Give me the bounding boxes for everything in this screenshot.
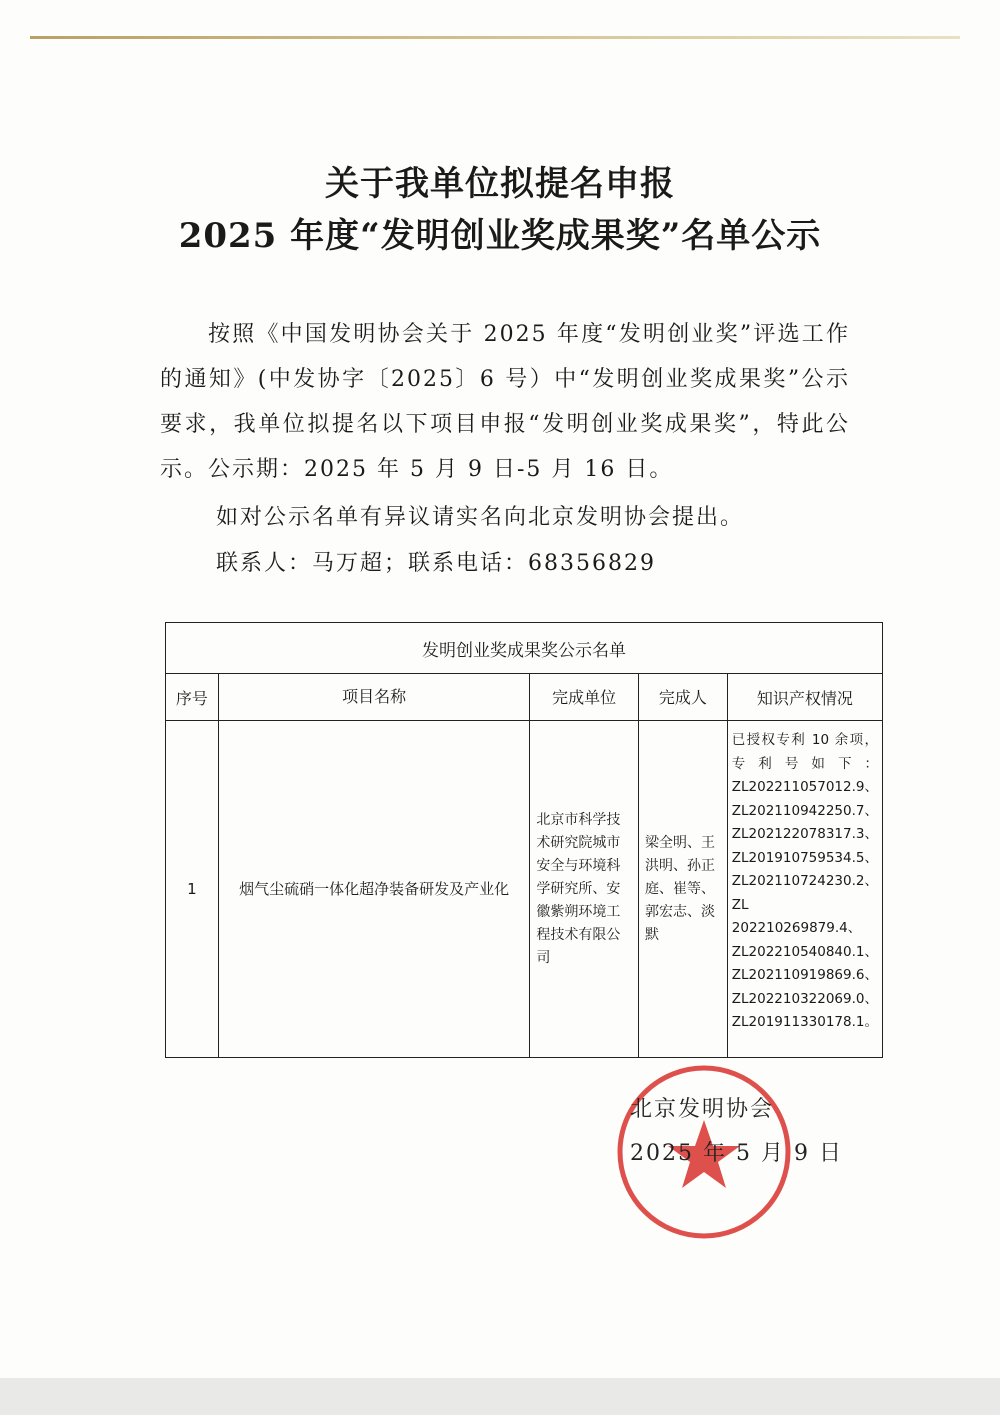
patent-number: ZL202110919869.6、 (731, 967, 878, 983)
patent-number: ZL202110724230.2、 (731, 873, 878, 889)
patent-number: ZL201911330178.1。 (731, 1014, 878, 1030)
patent-number: ZL 202210269879.4、 (731, 896, 862, 936)
cell-unit: 北京市科学技术研究院城市安全与环境科学研究所、安徽紫朔环境工程技术有限公司 (530, 721, 639, 1058)
table-header-row (166, 674, 883, 721)
title-line-1: 关于我单位拟提名申报 (325, 164, 675, 204)
patent-number: ZL202210322069.0、 (731, 990, 878, 1007)
header-no: 序号 (166, 674, 219, 721)
header-ip: 知识产权情况 (727, 674, 882, 721)
cell-project-name: 烟气尘硫硝一体化超净装备研发及产业化 (218, 721, 530, 1058)
header-persons: 完成人 (638, 674, 727, 721)
patent-number: ZL202110942250.7、 (731, 802, 878, 819)
contact-info: 联系人：马万超；联系电话：68356829 (216, 551, 656, 576)
nominee-table (165, 622, 883, 1058)
notice-paragraph: 按照《中国发明协会关于 2025 年度“发明创业奖”评选工作的通知》(中发协字〔2025〕6 号）中“发明创业奖成果奖”公示要求，我单位拟提名以下项目申报“发明创业奖成果奖”，特此公示。公示期：2025 年 5 月 9 日-5 月 16 日。 (160, 322, 850, 482)
ip-summary: 已授权专利 10 余项，专利号如下： (731, 732, 878, 772)
page-bottom-edge (0, 1378, 1000, 1415)
signature-date: 2025 年 5 月 9 日 (630, 1141, 843, 1166)
cell-no: 1 (166, 721, 219, 1058)
table-row (166, 721, 883, 1058)
patent-number: ZL201910759534.5、 (731, 849, 878, 866)
table-caption: 发明创业奖成果奖公示名单 (166, 623, 883, 674)
signature-org: 北京发明协会 (630, 1097, 775, 1122)
objection-note: 如对公示名单有异议请实名向北京发明协会提出。 (216, 505, 745, 530)
cell-ip (727, 721, 882, 1058)
cell-persons: 梁全明、王洪明、孙正庭、崔等、郭宏志、淡默 (638, 721, 727, 1058)
patent-number: ZL202211057012.9、 (731, 779, 878, 795)
header-unit: 完成单位 (530, 674, 639, 721)
patent-number: ZL202122078317.3、 (731, 826, 878, 842)
title-line-2: 2025 年度“发明创业奖成果奖”名单公示 (178, 216, 822, 256)
header-project-name: 项目名称 (218, 674, 530, 721)
top-border (30, 36, 960, 39)
patent-number: ZL202210540840.1、 (731, 943, 878, 960)
